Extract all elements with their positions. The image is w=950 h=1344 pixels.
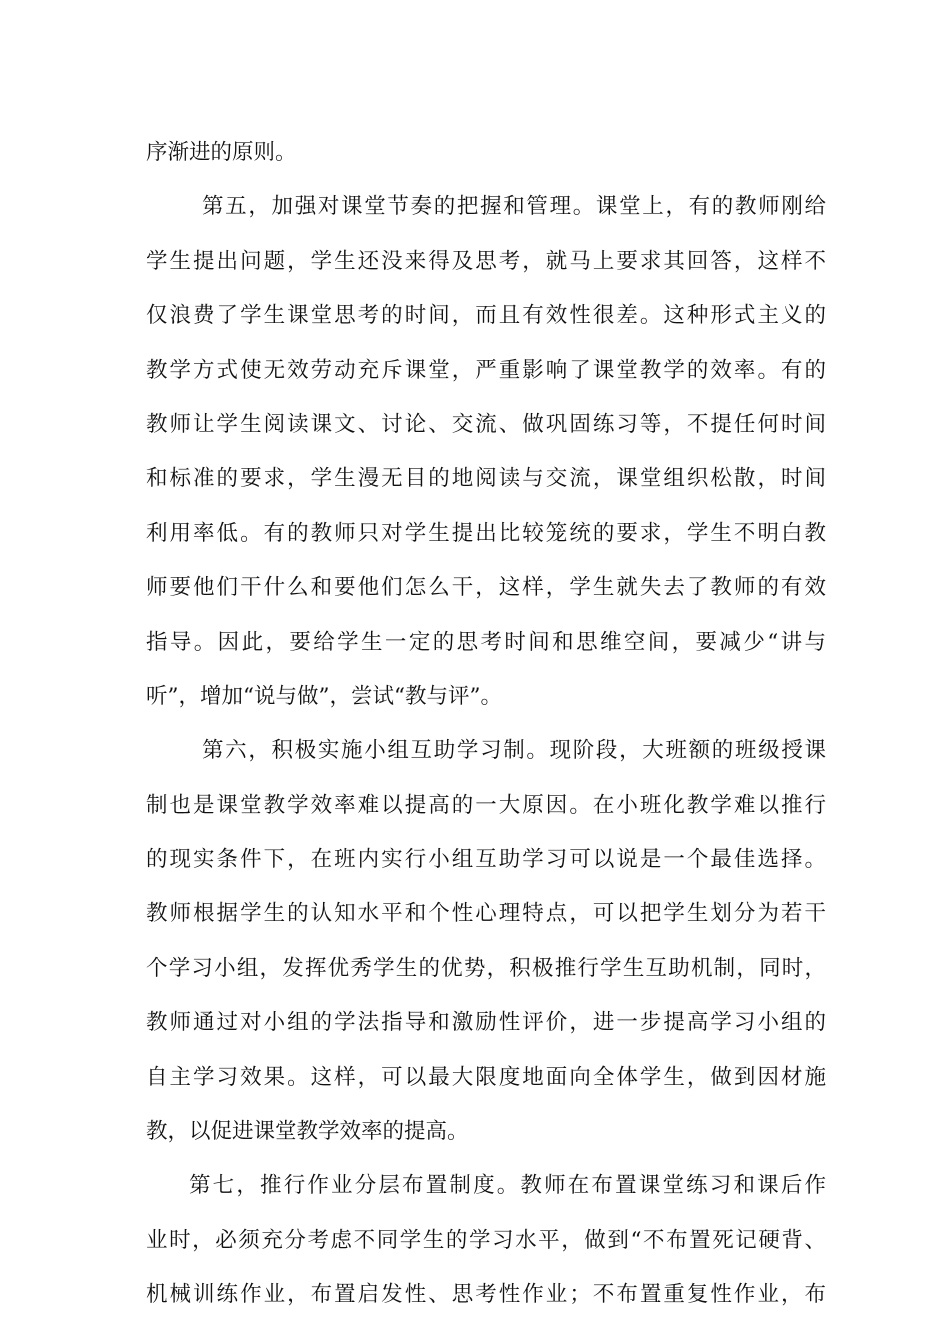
paragraph-line: 制也是课堂教学效率难以提高的一大原因。在小班化教学难以推行 <box>146 792 826 818</box>
paragraph-line: 教师让学生阅读课文、讨论、交流、做巩固练习等，不提任何时间 <box>146 411 826 437</box>
paragraph-line: 教，以促进课堂教学效率的提高。 <box>146 1119 469 1145</box>
paragraph-line: 利用率低。有的教师只对学生提出比较笼统的要求，学生不明白教 <box>146 520 826 546</box>
paragraph-line: 机械训练作业，布置启发性、思考性作业；不布置重复性作业，布 <box>146 1282 826 1308</box>
paragraph-line: 听”，增加“说与做”，尝试“教与评”。 <box>146 683 502 709</box>
paragraph-line: 业时，必须充分考虑不同学生的学习水平，做到“不布置死记硬背、 <box>146 1227 826 1253</box>
paragraph-line: 序渐进的原则。 <box>146 140 297 165</box>
paragraph-line: 指导。因此，要给学生一定的思考时间和思维空间，要减少“讲与 <box>146 629 826 655</box>
paragraph-line: 的现实条件下，在班内实行小组互助学习可以说是一个最佳选择。 <box>146 847 826 873</box>
paragraph-line: 和标准的要求，学生漫无目的地阅读与交流，课堂组织松散，时间 <box>146 466 826 492</box>
paragraph-line: 教师根据学生的认知水平和个性心理特点，可以把学生划分为若干 <box>146 901 826 927</box>
paragraph-line: 师要他们干什么和要他们怎么干，这样，学生就失去了教师的有效 <box>146 575 826 601</box>
paragraph-first-line: 第五，加强对课堂节奏的把握和管理。课堂上，有的教师刚给 <box>202 194 826 220</box>
paragraph-first-line: 第七，推行作业分层布置制度。教师在布置课堂练习和课后作 <box>189 1173 826 1199</box>
paragraph-line: 仅浪费了学生课堂思考的时间，而且有效性很差。这种形式主义的 <box>146 303 826 329</box>
paragraph-line: 教师通过对小组的学法指导和激励性评价，进一步提高学习小组的 <box>146 1010 826 1036</box>
paragraph-line: 个学习小组，发挥优秀学生的优势，积极推行学生互助机制，同时， <box>146 955 826 981</box>
paragraph-line: 教学方式使无效劳动充斥课堂，严重影响了课堂教学的效率。有的 <box>146 357 826 383</box>
document-body <box>146 126 826 1323</box>
paragraph-line: 自主学习效果。这样，可以最大限度地面向全体学生，做到因材施 <box>146 1064 826 1090</box>
paragraph-line: 学生提出问题，学生还没来得及思考，就马上要求其回答，这样不 <box>146 248 826 274</box>
paragraph-first-line: 第六，积极实施小组互助学习制。现阶段，大班额的班级授课 <box>202 738 826 764</box>
